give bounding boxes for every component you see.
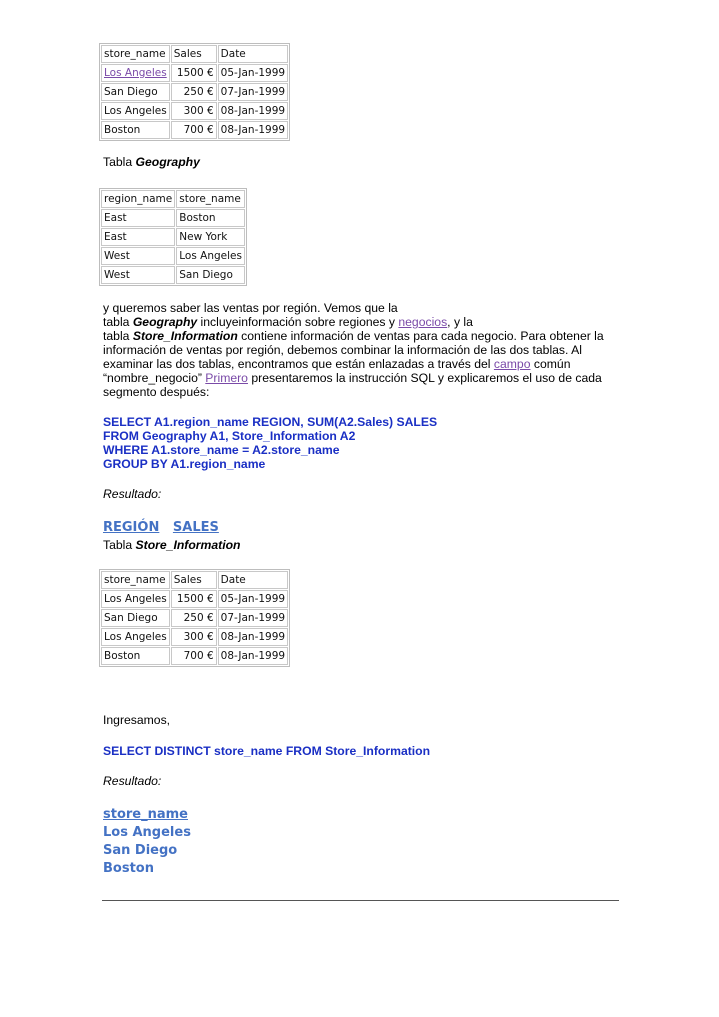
table-cell: 05-Jan-1999 [218,590,288,608]
table-cell: West [101,266,175,284]
store-link[interactable]: Los Angeles [101,64,170,82]
text-span: presentaremos la instrucción SQL y explicaremos el uso de cada [247,371,602,385]
table-row [101,609,288,627]
table-cell: 700 € [171,121,217,139]
paragraph-line [103,357,604,371]
result-value: Los Angeles [103,825,191,840]
table-header-row [101,45,288,63]
table-cell: Los Angeles [101,590,170,608]
header-cell: Date [218,45,288,63]
header-cell: Date [218,571,288,589]
table-cell: Los Angeles [176,247,245,265]
result-label: Resultado: [103,487,162,501]
paragraph-line: y queremos saber las ventas por región. Vemos que la [103,301,398,315]
header-cell: store_name [101,45,170,63]
text-span: incluyeinformación sobre regiones y [197,315,399,329]
table-cell: 08-Jan-1999 [218,647,288,665]
table-cell: 250 € [171,83,217,101]
table-row [101,247,245,265]
caption-prefix: Tabla [103,538,136,552]
header-cell: Sales [171,571,217,589]
text-span: examinar las dos tablas, encontramos que están enlazadas a través del [103,357,494,371]
table-cell: 08-Jan-1999 [218,102,288,120]
table-row [101,83,288,101]
header-cell: store_name [101,571,170,589]
sql-line: GROUP BY A1.region_name [103,457,266,471]
caption-table-name: Geography [135,155,200,169]
header-cell: Sales [171,45,217,63]
table-cell: 08-Jan-1999 [218,121,288,139]
table-row [101,102,288,120]
result-value: Boston [103,861,154,876]
table-cell: Los Angeles [101,628,170,646]
table-cell: 08-Jan-1999 [218,628,288,646]
negocios-link[interactable]: negocios [398,315,448,329]
text-span: “nombre_negocio” [103,371,206,385]
geography-table [99,188,247,286]
campo-link[interactable]: campo [493,357,531,371]
table-cell: San Diego [101,609,170,627]
table-row [101,228,245,246]
result-label-2: Resultado: [103,774,162,788]
table-cell: West [101,247,175,265]
paragraph-line: información de ventas por región, debemos combinar la información de las dos tablas. Al [103,343,582,357]
result-column-sales: SALES [172,520,219,535]
table-row [101,628,288,646]
caption-table-name: Store_Information [135,538,241,552]
paragraph-line [103,371,604,385]
result-value: San Diego [103,843,178,858]
result-column-region: REGIÓN [103,520,160,535]
table-row [101,647,288,665]
primero-link[interactable]: Primero [205,371,248,385]
table-name-emphasis: Store_Information [132,329,238,343]
table-header-row [101,190,245,208]
table-cell: 700 € [171,647,217,665]
table-row [101,209,245,227]
store-information-table-top [99,43,290,141]
paragraph-line [103,329,604,343]
sql-line: SELECT A1.region_name REGION, SUM(A2.Sales) SALES [103,415,438,429]
table-cell: Los Angeles [101,102,170,120]
table-row [101,64,288,82]
text-span: común [530,357,571,371]
distinct-result [103,806,191,878]
paragraph-line [103,315,604,329]
text-span: tabla [103,329,133,343]
table-cell: East [101,228,175,246]
table-cell: 1500 € [171,64,217,82]
caption-prefix: Tabla [103,155,136,169]
table-cell: New York [176,228,245,246]
ingresamos-text: Ingresamos, [103,713,171,727]
store-information-caption [103,538,241,552]
table-cell: 300 € [171,628,217,646]
header-cell: region_name [101,190,175,208]
table-cell: Boston [176,209,245,227]
table-cell: San Diego [101,83,170,101]
footer-divider [102,900,619,901]
table-header-row [101,571,288,589]
table-cell: East [101,209,175,227]
sql-distinct-query: SELECT DISTINCT store_name FROM Store_Information [103,744,431,758]
explanation-paragraph [103,301,604,399]
geography-caption [103,155,200,169]
sql-line: FROM Geography A1, Store_Information A2 [103,429,356,443]
table-cell: 07-Jan-1999 [218,83,288,101]
table-cell: 05-Jan-1999 [218,64,288,82]
sql-line: WHERE A1.store_name = A2.store_name [103,443,340,457]
text-span: tabla [103,315,133,329]
text-span: contiene información de ventas para cada negocio. Para obtener la [237,329,604,343]
table-cell: Boston [101,121,170,139]
table-cell: Boston [101,647,170,665]
table-cell: 250 € [171,609,217,627]
header-cell: store_name [176,190,245,208]
sql-group-by-query [103,415,437,471]
paragraph-line: segmento después: [103,385,210,399]
table-name-emphasis: Geography [132,315,198,329]
table-cell: 07-Jan-1999 [218,609,288,627]
store-information-table [99,569,290,667]
table-cell: 1500 € [171,590,217,608]
table-cell: 300 € [171,102,217,120]
result-column-store-name: store_name [103,807,189,822]
table-row [101,590,288,608]
table-row [101,266,245,284]
result-header-row [103,520,219,535]
text-span: , y la [447,315,473,329]
table-row [101,121,288,139]
table-cell: San Diego [176,266,245,284]
